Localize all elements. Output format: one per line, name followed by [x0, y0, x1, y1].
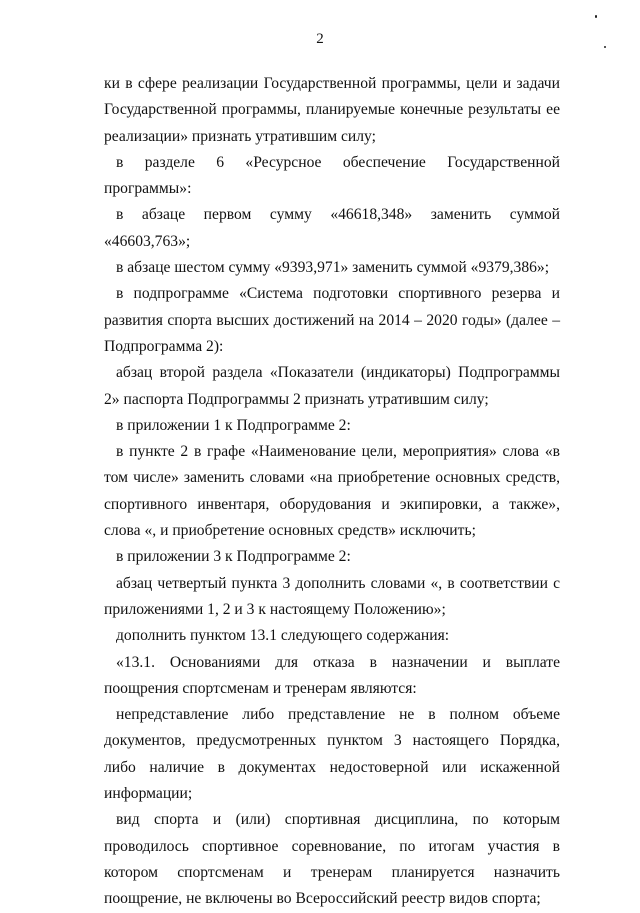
paragraph: вид спорта и (или) спортивная дисциплина, по которым проводилось спортивное соревнование, по итогам участия в котором спортсменам и тренерам планируется назначить поощрение, не включены во Всероссийский реестр видов спорта; — [104, 811, 560, 908]
paragraph: абзац четвертый пункта 3 дополнить словами «, в соответствии с приложениями 1, 2 и 3 к настоящему Положению»; — [104, 574, 560, 618]
paragraph: дополнить пунктом 13.1 следующего содержания: — [116, 627, 450, 645]
paragraph: ки в сфере реализации Государственной программы, цели и задачи Государственной программы, планируемые конечные результаты ее реализации» признать утратившим силу; — [104, 75, 560, 145]
paragraph: «13.1. Основаниями для отказа в назначении и выплате поощрения спортсменам и тренерам являются: — [104, 653, 560, 697]
paragraph: в разделе 6 «Ресурсное обеспечение Государственной программы»: — [104, 153, 560, 198]
page-number: 2 — [316, 31, 324, 47]
paragraph: непредставление либо представление не в полном объеме документов, предусмотренных пунктом 3 настоящего Порядка, либо наличие в документах недостоверной или искаженной информации; — [104, 706, 560, 803]
scan-speck — [595, 15, 597, 18]
paragraph: в абзаце первом сумму «46618,348» заменить суммой «46603,763»; — [104, 206, 560, 250]
document-body — [104, 71, 560, 913]
paragraph: в пункте 2 в графе «Наименование цели, мероприятия» слова «в том числе» заменить словами «на приобретение основных средств, спортивного инвентаря, оборудования и экипировки, а также», слова «, и приобретение основных средств» исключить; — [104, 443, 560, 540]
paragraph: в абзаце шестом сумму «9393,971» заменить суммой «9379,386»; — [116, 259, 550, 277]
paragraph: в подпрограмме «Система подготовки спортивного резерва и развития спорта высших достижений на 2014 – 2020 годы» (далее – Подпрограмма 2): — [104, 285, 560, 355]
paragraph: абзац второй раздела «Показатели (индикаторы) Подпрограммы 2» паспорта Подпрограммы 2 признать утратившим силу; — [104, 364, 560, 408]
paragraph: в приложении 3 к Подпрограмме 2: — [116, 548, 351, 566]
paragraph: в приложении 1 к Подпрограмме 2: — [116, 416, 351, 434]
